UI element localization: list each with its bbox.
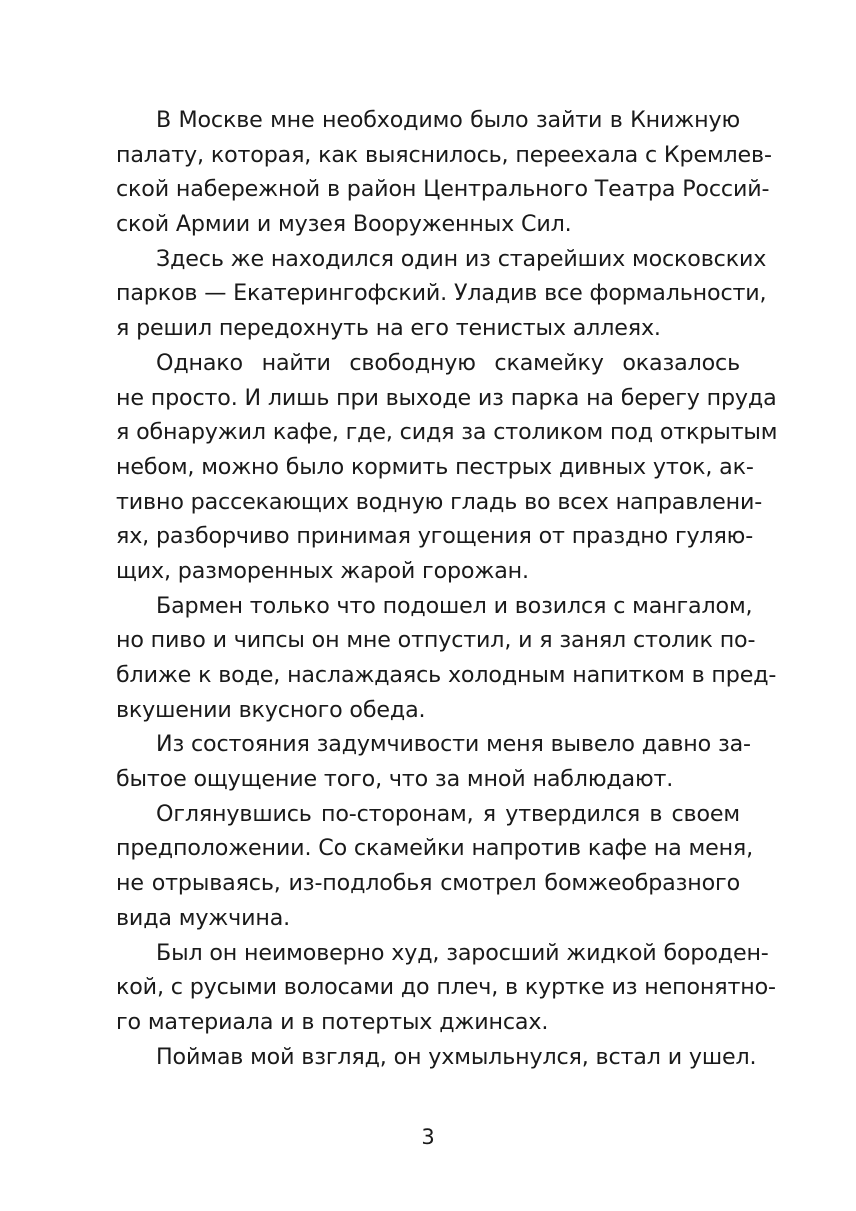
text-line: вкушении вкусного обеда. (116, 696, 426, 723)
text-line: ближе к воде, наслаждаясь холодным напитком в пред- (116, 662, 777, 688)
text-line: предположении. Со скамейки напротив кафе на меня, (116, 835, 754, 862)
text-line: ской Армии и музея Вооруженных Сил. (116, 211, 572, 238)
text-line: Оглянувшись по-сторонам, я утвердился в своем (156, 800, 740, 827)
text-line: Здесь же находился один из старейших московских (156, 245, 767, 272)
text-line: кой, с русыми волосами до плеч, в куртке из непонятно- (116, 974, 776, 1001)
text-line: парков — Екатерингофский. Уладив все формальности, (116, 280, 767, 307)
text-line: Однако найти свободную скамейку оказалось (156, 349, 740, 376)
text-line: небом, можно было кормить пестрых дивных уток, ак- (116, 453, 754, 480)
text-line: не отрываясь, из-подлобья смотрел бомжеобразного (116, 870, 740, 897)
text-line: не просто. И лишь при выходе из парка на берегу пруда (116, 384, 777, 411)
page-number: 3 (421, 1125, 435, 1149)
text-line: палату, которая, как выяснилось, переехала с Кремлев- (116, 141, 772, 168)
paragraph-3 (116, 346, 778, 589)
body-text (116, 103, 778, 1074)
text-line: я решил передохнуть на его тенистых аллеях. (116, 315, 661, 342)
text-line: вида мужчина. (116, 904, 291, 931)
paragraph-8 (116, 1040, 757, 1075)
text-line: я обнаружил кафе, где, сидя за столиком под открытым (116, 419, 778, 446)
text-line: щих, разморенных жарой горожан. (116, 557, 529, 584)
text-line: Поймав мой взгляд, он ухмыльнулся, встал и ушел. (156, 1043, 757, 1070)
text-line: тивно рассекающих водную гладь во всех направлени- (116, 488, 763, 515)
text-line: В Москве мне необходимо было зайти в Книжную (156, 107, 740, 133)
paragraph-5 (116, 727, 751, 796)
text-line: Бармен только что подошел и возился с мангалом, (156, 592, 753, 619)
paragraph-4 (116, 589, 777, 728)
text-line: Из состояния задумчивости меня вывело давно за- (156, 731, 751, 758)
text-line: го материала и в потертых джинсах. (116, 1008, 549, 1035)
paragraph-6 (116, 797, 754, 936)
text-line: но пиво и чипсы он мне отпустил, и я занял столик по- (116, 627, 756, 654)
paragraph-1 (116, 103, 772, 242)
text-line: Был он неимоверно худ, заросший жидкой бороден- (156, 939, 769, 966)
text-line: ях, разборчиво принимая угощения от праздно гуляю- (116, 523, 754, 550)
paragraph-7 (116, 936, 776, 1040)
text-line: бытое ощущение того, что за мной наблюдают. (116, 766, 674, 793)
paragraph-2 (116, 242, 767, 346)
text-line: ской набережной в район Центрального Театра Россий- (116, 176, 770, 203)
